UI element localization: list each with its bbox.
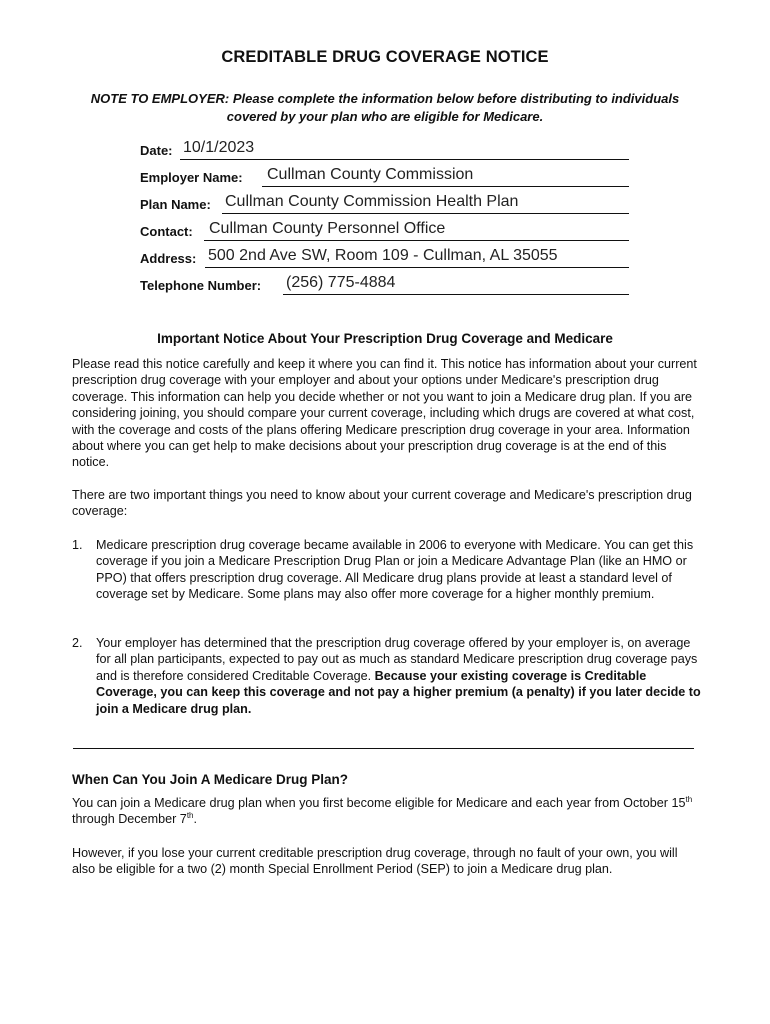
- plan-name-label: Plan Name:: [140, 197, 211, 212]
- notice-heading: Important Notice About Your Prescription Drug Coverage and Medicare: [157, 331, 613, 346]
- address-field: [140, 246, 629, 268]
- ordinal-suffix: th: [186, 811, 194, 821]
- two-things-paragraph: There are two important things you need to know about your current coverage and Medicare's prescription drug coverage:: [72, 488, 692, 519]
- employer-name-label: Employer Name:: [140, 170, 243, 185]
- list-item-text: Your employer has determined that the prescription drug coverage offered by your employer is, on average for all plan participants, expected to pay out as much as standard Medicare prescription drug coverage pays and is therefore considered Creditable Coverage.: [96, 636, 698, 683]
- address-value[interactable]: 500 2nd Ave SW, Room 109 - Cullman, AL 35055: [208, 247, 558, 264]
- join-paragraph: [72, 795, 702, 828]
- date-field: [140, 138, 629, 160]
- date-label: Date:: [140, 143, 173, 158]
- ordinal-suffix: th: [685, 794, 693, 804]
- creditable-coverage-statement: Because your existing coverage is Creditable Coverage, you can keep this coverage and not pay a higher premium (a penalty) if you later decide to join a Medicare drug plan.: [96, 668, 701, 716]
- list-item: [72, 635, 702, 717]
- list-number: 2.: [72, 636, 83, 650]
- join-text-a: You can join a Medicare drug plan when you first become eligible for Medicare and each year from October 15: [72, 796, 686, 810]
- document-title: CREDITABLE DRUG COVERAGE NOTICE: [221, 48, 549, 66]
- contact-underline: [204, 240, 629, 241]
- contact-label: Contact:: [140, 224, 193, 239]
- join-text-b: through December 7: [72, 812, 187, 827]
- plan-name-value[interactable]: Cullman County Commission Health Plan: [225, 193, 519, 210]
- note-to-employer: NOTE TO EMPLOYER: Please complete the information below before distributing to individuals covered by your plan who are eligible for Medicare.: [90, 91, 680, 124]
- join-section-heading: When Can You Join A Medicare Drug Plan?: [72, 772, 349, 787]
- contact-value[interactable]: Cullman County Personnel Office: [209, 220, 446, 237]
- telephone-label: Telephone Number:: [140, 278, 262, 293]
- employer-name-value[interactable]: Cullman County Commission: [267, 166, 474, 183]
- sep-paragraph: However, if you lose your current creditable prescription drug coverage, through no fault of your own, you will also be eligible for a two (2) month Special Enrollment Period (SEP) to join a Medicare drug plan.: [72, 846, 678, 877]
- plan-name-underline: [222, 213, 629, 214]
- telephone-underline: [283, 294, 629, 295]
- list-number: 1.: [72, 538, 83, 552]
- address-label: Address:: [140, 251, 197, 266]
- section-divider: [73, 748, 694, 749]
- plan-name-field: [140, 192, 629, 214]
- date-underline: [180, 159, 629, 160]
- list-item-text: Medicare prescription drug coverage became available in 2006 to everyone with Medicare. You can get this coverage if you join a Medicare Prescription Drug Plan or join a Medicare Advantage Plan (like an HMO or PPO) that offers prescription drug coverage. All Medicare drug plans provide at least a standard level of coverage set by Medicare. Some plans may also offer more coverage for a higher monthly premium.: [96, 538, 694, 602]
- employer-name-field: [140, 165, 629, 187]
- intro-paragraph: Please read this notice carefully and keep it where you can find it. This notice has information about your current prescription drug coverage with your employer and about your options under Medicare's prescription drug coverage. This information can help you decide whether or not you want to join a Medicare drug plan. If you are considering joining, you should compare your current coverage, including which drugs are covered at what cost, with the coverage and costs of the plans offering Medicare prescription drug coverage in your area. Information about where you can get help to make decisions about your prescription drug coverage is at the end of this notice.: [72, 357, 697, 470]
- telephone-field: [140, 273, 629, 295]
- telephone-value[interactable]: (256) 775-4884: [286, 274, 396, 291]
- contact-field: [140, 219, 629, 241]
- address-underline: [205, 267, 629, 268]
- employer-name-underline: [262, 186, 629, 187]
- list-item-body: [96, 635, 702, 717]
- list-item: [72, 537, 702, 603]
- date-value[interactable]: 10/1/2023: [183, 139, 255, 156]
- join-text-c: .: [193, 812, 197, 827]
